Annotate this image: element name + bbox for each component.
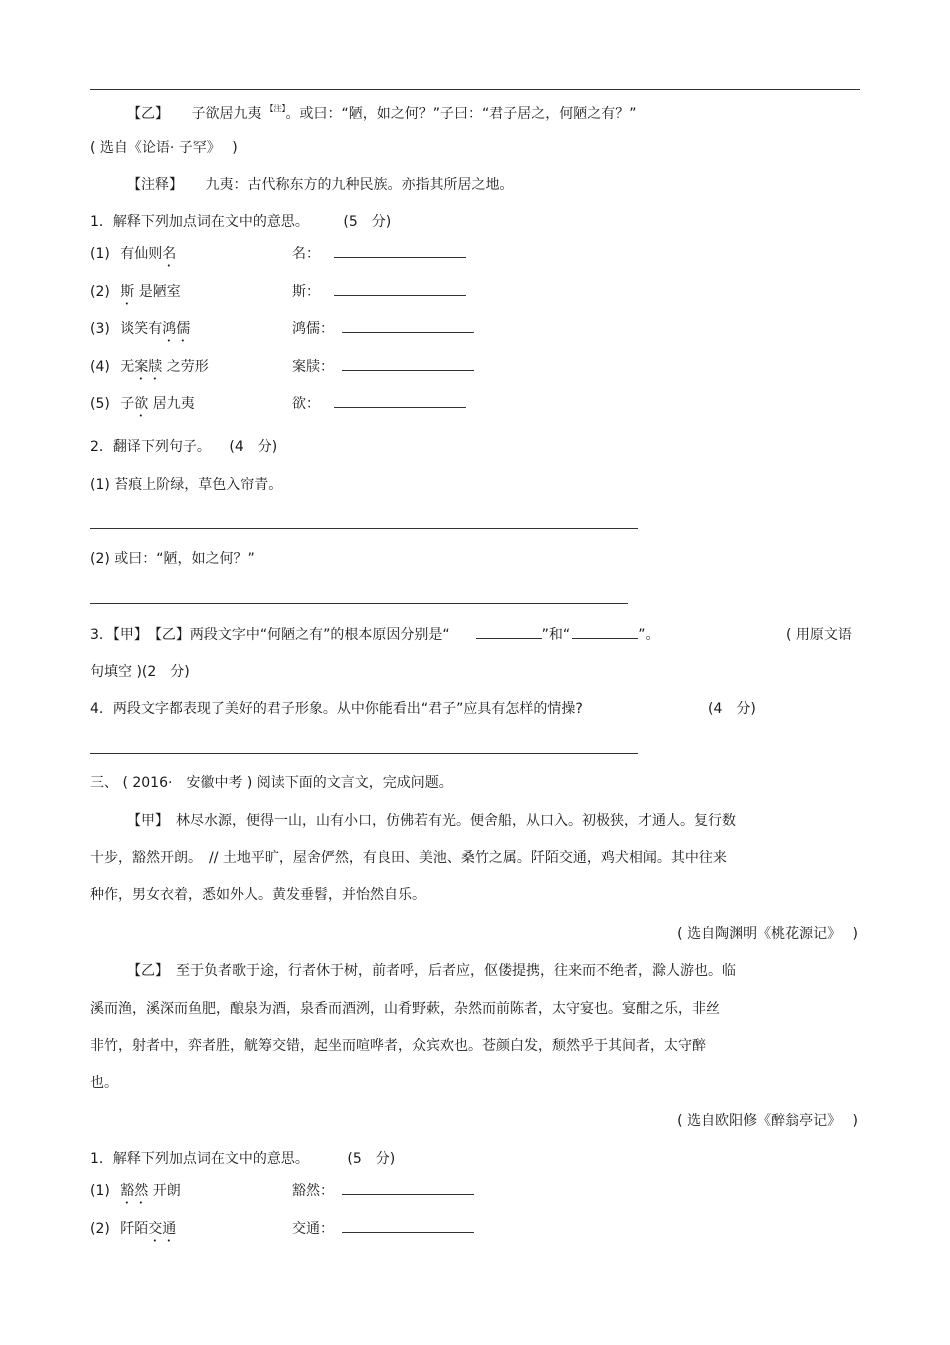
vocab-item <box>90 358 209 383</box>
item-text: 是陋室 <box>134 284 181 300</box>
question-score: (4 分) <box>708 701 756 717</box>
vocab-item <box>90 1182 181 1207</box>
answer-blank[interactable] <box>334 283 466 296</box>
item-number: (1) <box>90 246 110 262</box>
passage-yi-line <box>127 100 636 123</box>
answer-label: 欲： <box>292 396 320 412</box>
annotation-tag: 【注释】 <box>127 177 183 193</box>
vocab-item <box>90 320 190 345</box>
passage-text: 。或曰：“陋，如之何？”子曰：“君子居之，何陋之有？” <box>285 106 637 122</box>
passage-yi-line: 非竹，射者中，弈者胜，觥筹交错，起坐而喧哗者，众宾欢也。苍颜白发，颓然乎于其间者，太守醉 <box>90 1038 706 1054</box>
passage-yi-line: 溪而渔，溪深而鱼肥，酿泉为酒，泉香而酒洌，山肴野蔌，杂然而前陈者，太守宴也。宴酣之乐，非丝 <box>90 1001 720 1017</box>
answer-blank[interactable] <box>342 358 474 371</box>
item-number: (1) <box>90 1183 110 1199</box>
vocab-answer <box>292 320 474 338</box>
answer-blank[interactable] <box>572 626 638 639</box>
dotted-word: 鸿儒 <box>162 321 191 337</box>
dotted-word: 欲 <box>134 396 149 412</box>
item-number: (2) <box>90 284 110 300</box>
item-text: 有仙则 <box>120 246 163 262</box>
vocab-answer <box>292 283 466 301</box>
answer-line[interactable] <box>90 603 628 604</box>
passage-jia-line: 十步，豁然开朗。 // 土地平旷，屋舍俨然，有良田、美池、桑竹之属。阡陌交通，鸡犬相闻。其中往来 <box>90 850 727 866</box>
answer-label: 案牍： <box>292 359 334 375</box>
question-text: 3．【甲】 【乙】两段文字中“何陋之有”的根本原因分别是“ <box>90 627 450 643</box>
dotted-word: 斯 <box>120 284 135 300</box>
item-number: (3) <box>90 321 110 337</box>
answer-blank[interactable] <box>334 245 466 258</box>
dotted-word: 名 <box>162 246 177 262</box>
answer-line[interactable] <box>90 753 638 754</box>
answer-blank[interactable] <box>342 320 474 333</box>
vocab-item <box>90 395 195 420</box>
question-3 <box>90 626 659 644</box>
passage-yi-line: 也。 <box>90 1075 118 1091</box>
question-score: (5 分) <box>343 214 392 230</box>
answer-label: 名： <box>292 246 320 262</box>
source-citation: ( 选自欧阳修《醉翁亭记》 ) <box>677 1113 858 1129</box>
question-1 <box>90 1150 395 1168</box>
passage-tag: 【乙】 <box>127 106 169 122</box>
source-citation: ( 选自陶渊明《桃花源记》 ) <box>677 926 858 942</box>
item-number: (2) <box>90 1221 110 1237</box>
item-text: 子 <box>120 396 135 412</box>
translate-sentence-1: (1) 苔痕上阶绿，草色入帘青。 <box>90 477 283 493</box>
answer-label: 豁然： <box>292 1183 334 1199</box>
question-title: 2．翻译下列句子。 <box>90 439 211 455</box>
vocab-answer <box>292 1220 474 1238</box>
vocab-item <box>90 283 181 308</box>
question-3-note: ( 用原文语 <box>786 627 852 643</box>
vocab-item <box>90 245 176 270</box>
answer-label: 交通： <box>292 1221 334 1237</box>
passage-jia-line: 种作，男女衣着，悉如外人。黄发垂髫，并怡然自乐。 <box>90 887 426 903</box>
vocab-answer <box>292 245 466 263</box>
dotted-word: 交通 <box>148 1221 177 1237</box>
top-rule <box>90 89 860 90</box>
question-4: 4．两段文字都表现了美好的君子形象。从中你能看出“君子”应具有怎样的情操? <box>90 701 583 717</box>
question-score: (5 分) <box>347 1151 396 1167</box>
answer-line[interactable] <box>90 528 638 529</box>
question-score: (4 分) <box>229 439 278 455</box>
item-text: 开朗 <box>148 1183 181 1199</box>
question-title: 1．解释下列加点词在文中的意思。 <box>90 1151 309 1167</box>
answer-blank[interactable] <box>342 1220 474 1233</box>
dotted-word: 豁然 <box>120 1183 149 1199</box>
question-2 <box>90 438 277 456</box>
section-heading: 三、 ( 2016· 安徽中考 ) 阅读下面的文言文，完成问题。 <box>90 775 453 791</box>
vocab-answer <box>292 1182 474 1200</box>
note-mark: 【注】 <box>265 104 286 113</box>
item-text: 无 <box>120 359 135 375</box>
vocab-item <box>90 1220 176 1245</box>
question-1 <box>90 213 391 231</box>
answer-label: 鸿儒： <box>292 321 334 337</box>
answer-label: 斯： <box>292 284 320 300</box>
translate-sentence-2: (2) 或曰：“陋，如之何？” <box>90 551 255 567</box>
question-3-continued: 句填空 )(2 分) <box>90 664 190 680</box>
passage-jia-line: 【甲】 林尽水源，便得一山，山有小口，仿佛若有光。便舍船，从口入。初极狭，才通人。复行数 <box>127 813 736 829</box>
item-number: (4) <box>90 359 110 375</box>
source-citation: ( 选自《论语· 子罕》 ) <box>90 140 238 156</box>
passage-text: 子欲居九夷 <box>191 106 262 122</box>
annotation-text: 九夷：古代称东方的九种民族。亦指其所居之地。 <box>205 177 514 193</box>
item-text: 之劳形 <box>162 359 209 375</box>
answer-blank[interactable] <box>342 1182 474 1195</box>
vocab-answer <box>292 395 466 413</box>
answer-blank[interactable] <box>476 626 542 639</box>
question-text: ”和“ <box>541 627 571 643</box>
item-text: 谈笑有 <box>120 321 163 337</box>
annotation <box>127 176 513 194</box>
dotted-word: 案牍 <box>134 359 163 375</box>
answer-blank[interactable] <box>334 395 466 408</box>
item-text: 居九夷 <box>148 396 195 412</box>
passage-yi-line: 【乙】 至于负者歌于途，行者休于树，前者呼，后者应，伛偻提携，往来而不绝者，滁人游也。临 <box>127 963 736 979</box>
item-text: 阡陌 <box>120 1221 149 1237</box>
question-text: ”。 <box>638 627 660 643</box>
question-title: 1．解释下列加点词在文中的意思。 <box>90 214 309 230</box>
item-number: (5) <box>90 396 110 412</box>
vocab-answer <box>292 358 474 376</box>
